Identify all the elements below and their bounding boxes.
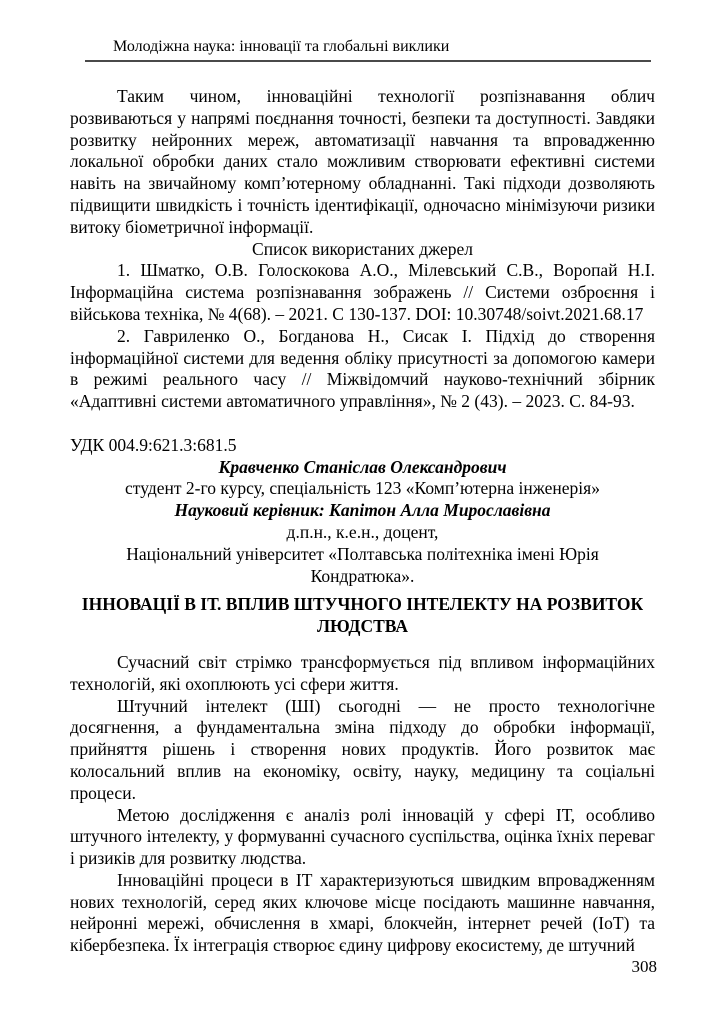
- reference-item: 2. Гавриленко О., Богданова Н., Сисак І. Підхід до створення інформаційної системи для ведення обліку присутності за допомогою камери в режимі реального часу // Міжвідомчий науково-технічний збірник «Адаптивні системи автоматичного управління», № 2 (43). – 2023. С. 84-93.: [70, 325, 655, 412]
- reference-item: 1. Шматко, О.В. Голоскокова А.О., Мілевський С.В., Воропай Н.І. Інформаційна система розпізнавання зображень // Системи озброєння і військова техніка, № 4(68). – 2021. С 130-137. DOI: 10.30748/soivt.2021.68.17: [70, 260, 655, 324]
- closing-paragraph: Таким чином, інноваційні технології розпізнавання облич розвиваються у напрямі поєднання точності, безпеки та доступності. Завдяки розвитку нейронних мереж, автоматизації навчання та впровадженню локальної обробки даних стало можливим створювати ефективні системи навіть на звичайному комп’ютерному обладнанні. Такі підходи дозволяють підвищити швидкість і точність ідентифікації, одночасно мінімізуючи ризики витоку біометричної інформації.: [70, 86, 655, 237]
- article-paragraph: Метою дослідження є аналіз ролі інновацій у сфері ІТ, особливо штучного інтелекту, у формуванні сучасного суспільства, оцінка їхніх переваг і ризиків для розвитку людства.: [70, 804, 655, 869]
- references-heading: Список використаних джерел: [252, 238, 473, 259]
- page-content: [70, 86, 655, 957]
- article-paragraph: Штучний інтелект (ШІ) сьогодні — не просто технологічне досягнення, а фундаментальна зміна підходу до обробки інформації, прийняття рішень і створення нових продуктів. Його розвиток має колосальний вплив на економіку, освіту, науку, медицину та соціальні процеси.: [70, 695, 655, 803]
- page-header: [85, 38, 651, 62]
- supervisor-name: Науковий керівник: Капітон Алла Мирославівна: [174, 500, 551, 521]
- article-paragraph: Інноваційні процеси в ІТ характеризуються швидким впровадженням нових технологій, серед яких ключове місце посідають машинне навчання, нейронні мережі, обчислення в хмарі, блокчейн, інтернет речей (ІоТ) та кібербезпека. Їх інтеграція створює єдину цифрову екосистему, де штучний: [70, 869, 655, 956]
- author-name: Кравченко Станіслав Олександрович: [218, 456, 507, 477]
- article-paragraph: Сучасний світ стрімко трансформується під впливом інформаційних технологій, які охоплюють усі сфери життя.: [70, 651, 655, 694]
- article-title: ІННОВАЦІЇ В ІТ. ВПЛИВ ШТУЧНОГО ІНТЕЛЕКТУ НА РОЗВИТОК ЛЮДСТВА: [81, 594, 644, 637]
- author-details: студент 2-го курсу, спеціальність 123 «Комп’ютерна інженерія»: [125, 478, 600, 499]
- supervisor-titles: д.п.н., к.е.н., доцент,: [286, 521, 439, 542]
- affiliation: Національний університет «Полтавська політехніка імені Юрія Кондратюка».: [126, 543, 599, 586]
- udc-code: УДК 004.9:621.3:681.5: [70, 434, 237, 455]
- page-number: 308: [631, 957, 657, 976]
- running-head: Молодіжна наука: інновації та глобальні виклики: [113, 38, 450, 55]
